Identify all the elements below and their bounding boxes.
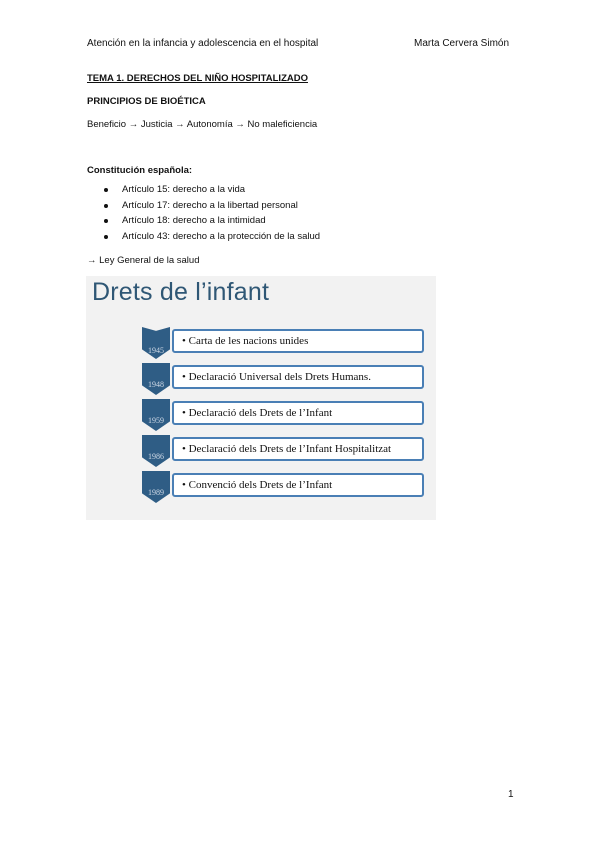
page-number: 1 bbox=[508, 789, 514, 800]
timeline-item: • Convenció dels Drets de l’Infant bbox=[172, 473, 424, 497]
timeline-year: 1986 bbox=[148, 452, 164, 461]
list-item: Artículo 15: derecho a la vida bbox=[87, 182, 320, 198]
timeline-chevron bbox=[142, 471, 170, 503]
timeline-item: • Declaració Universal dels Drets Humans. bbox=[172, 365, 424, 389]
timeline-year: 1945 bbox=[148, 346, 164, 355]
timeline-chevron bbox=[142, 363, 170, 395]
list-item: Artículo 43: derecho a la protección de la salud bbox=[87, 229, 320, 245]
drets-infant-figure bbox=[86, 276, 436, 520]
principios-title: PRINCIPIOS DE BIOÉTICA bbox=[87, 96, 206, 107]
timeline-year: 1989 bbox=[148, 488, 164, 497]
timeline-item: • Declaració dels Drets de l’Infant bbox=[172, 401, 424, 425]
articulos-list bbox=[87, 182, 320, 244]
principios-line: Beneficio → Justicia → Autonomía → No maleficiencia bbox=[87, 119, 318, 130]
timeline-item: • Declaració dels Drets de l’Infant Hospitalitzat bbox=[172, 437, 424, 461]
ley-line: → Ley General de la salud bbox=[87, 255, 200, 266]
header-author: Marta Cervera Simón bbox=[414, 38, 510, 49]
timeline-chevron bbox=[142, 435, 170, 467]
list-item: Artículo 17: derecho a la libertad personal bbox=[87, 198, 320, 214]
timeline-chevron bbox=[142, 399, 170, 431]
list-item: Artículo 18: derecho a la intimidad bbox=[87, 213, 320, 229]
header-course-title: Atención en la infancia y adolescencia en el hospital bbox=[87, 38, 319, 49]
timeline-year: 1959 bbox=[148, 416, 164, 425]
timeline-item: • Carta de les nacions unides bbox=[172, 329, 424, 353]
tema-title: TEMA 1. DERECHOS DEL NIÑO HOSPITALIZADO bbox=[87, 73, 308, 84]
figure-title: Drets de l’infant bbox=[92, 278, 270, 306]
constitucion-title: Constitución española: bbox=[87, 165, 193, 176]
timeline-year: 1948 bbox=[148, 380, 164, 389]
